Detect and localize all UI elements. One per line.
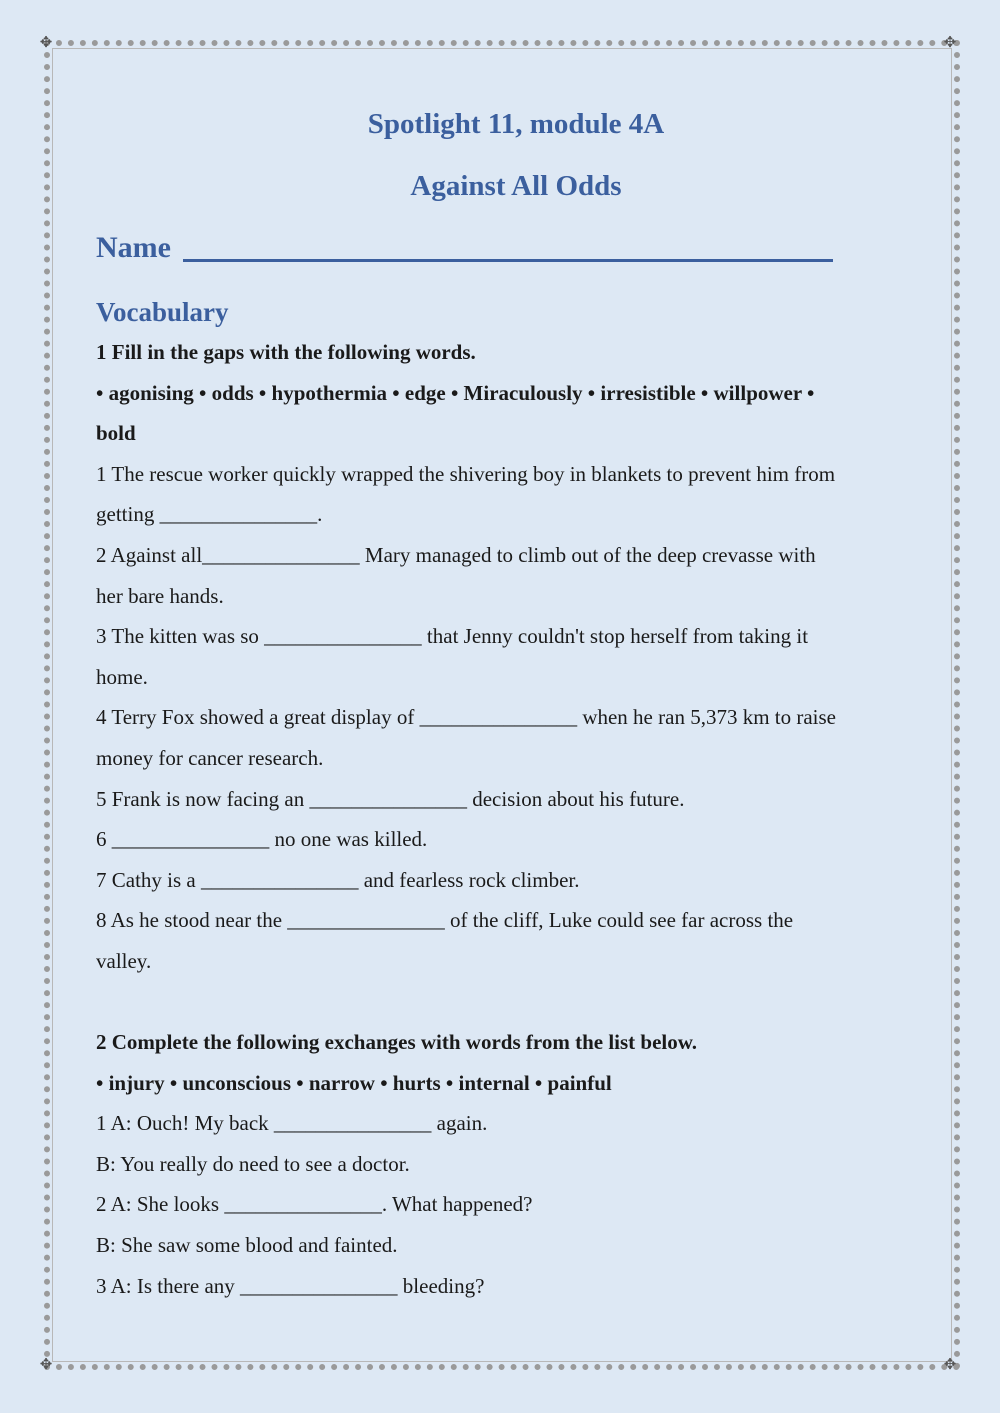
exercise-2-line: 2 A: She looks _______________. What happened? xyxy=(96,1192,533,1217)
corner-ornament-icon: ✥ xyxy=(39,33,53,51)
exercise-1-line: 8 As he stood near the _______________ of the cliff, Luke could see far across the xyxy=(96,908,794,933)
exercise-1-wordlist-continued: bold xyxy=(96,421,136,446)
exercise-2-line: B: She saw some blood and fainted. xyxy=(96,1233,398,1258)
exercise-1-line: 5 Frank is now facing an _______________ decision about his future. xyxy=(96,786,685,811)
name-field-row xyxy=(96,224,936,272)
exercise-2-line: B: You really do need to see a doctor. xyxy=(96,1151,410,1176)
section-heading-vocabulary: Vocabulary xyxy=(96,297,229,327)
exercise-1-line: 7 Cathy is a _______________ and fearless rock climber. xyxy=(96,867,580,892)
name-input-line[interactable] xyxy=(183,258,833,262)
exercise-1-line: getting _______________. xyxy=(96,502,323,527)
exercise-1-line: 4 Terry Fox showed a great display of _______________ when he ran 5,373 km to raise xyxy=(96,705,837,730)
exercise-1-line: 2 Against all_______________ Mary managed to climb out of the deep crevasse with xyxy=(96,542,816,567)
exercise-1-wordlist: • agonising • odds • hypothermia • edge • Miraculously • irresistible • willpower • xyxy=(96,380,815,405)
exercise-1-line: 3 The kitten was so _______________ that Jenny couldn't stop herself from taking it xyxy=(96,624,809,649)
exercise-1-line: 1 The rescue worker quickly wrapped the shivering boy in blankets to prevent him from xyxy=(96,461,836,486)
exercise-1-instruction: 1 Fill in the gaps with the following words. xyxy=(96,340,476,364)
exercise-1-line: valley. xyxy=(96,948,152,973)
worksheet-title: Spotlight 11, module 4A xyxy=(367,108,665,140)
exercise-2-instruction: 2 Complete the following exchanges with words from the list below. xyxy=(96,1030,697,1055)
corner-ornament-icon: ✥ xyxy=(39,1355,53,1373)
worksheet-subtitle: Against All Odds xyxy=(410,170,622,202)
name-label: Name xyxy=(96,231,171,264)
corner-ornament-icon: ✥ xyxy=(943,33,957,51)
exercise-2-line: 3 A: Is there any _______________ bleeding? xyxy=(96,1273,485,1298)
corner-ornament-icon: ✥ xyxy=(943,1355,957,1373)
exercise-2-wordlist: • injury • unconscious • narrow • hurts • internal • painful xyxy=(96,1070,612,1095)
exercise-2-line: 1 A: Ouch! My back _______________ again. xyxy=(96,1111,488,1136)
exercise-1-line: her bare hands. xyxy=(96,583,224,608)
exercise-1-line: money for cancer research. xyxy=(96,745,324,770)
blank-spacer xyxy=(96,982,936,1023)
worksheet-content xyxy=(96,100,936,1306)
exercise-1-line: 6 _______________ no one was killed. xyxy=(96,827,428,852)
exercise-1-line: home. xyxy=(96,664,148,689)
